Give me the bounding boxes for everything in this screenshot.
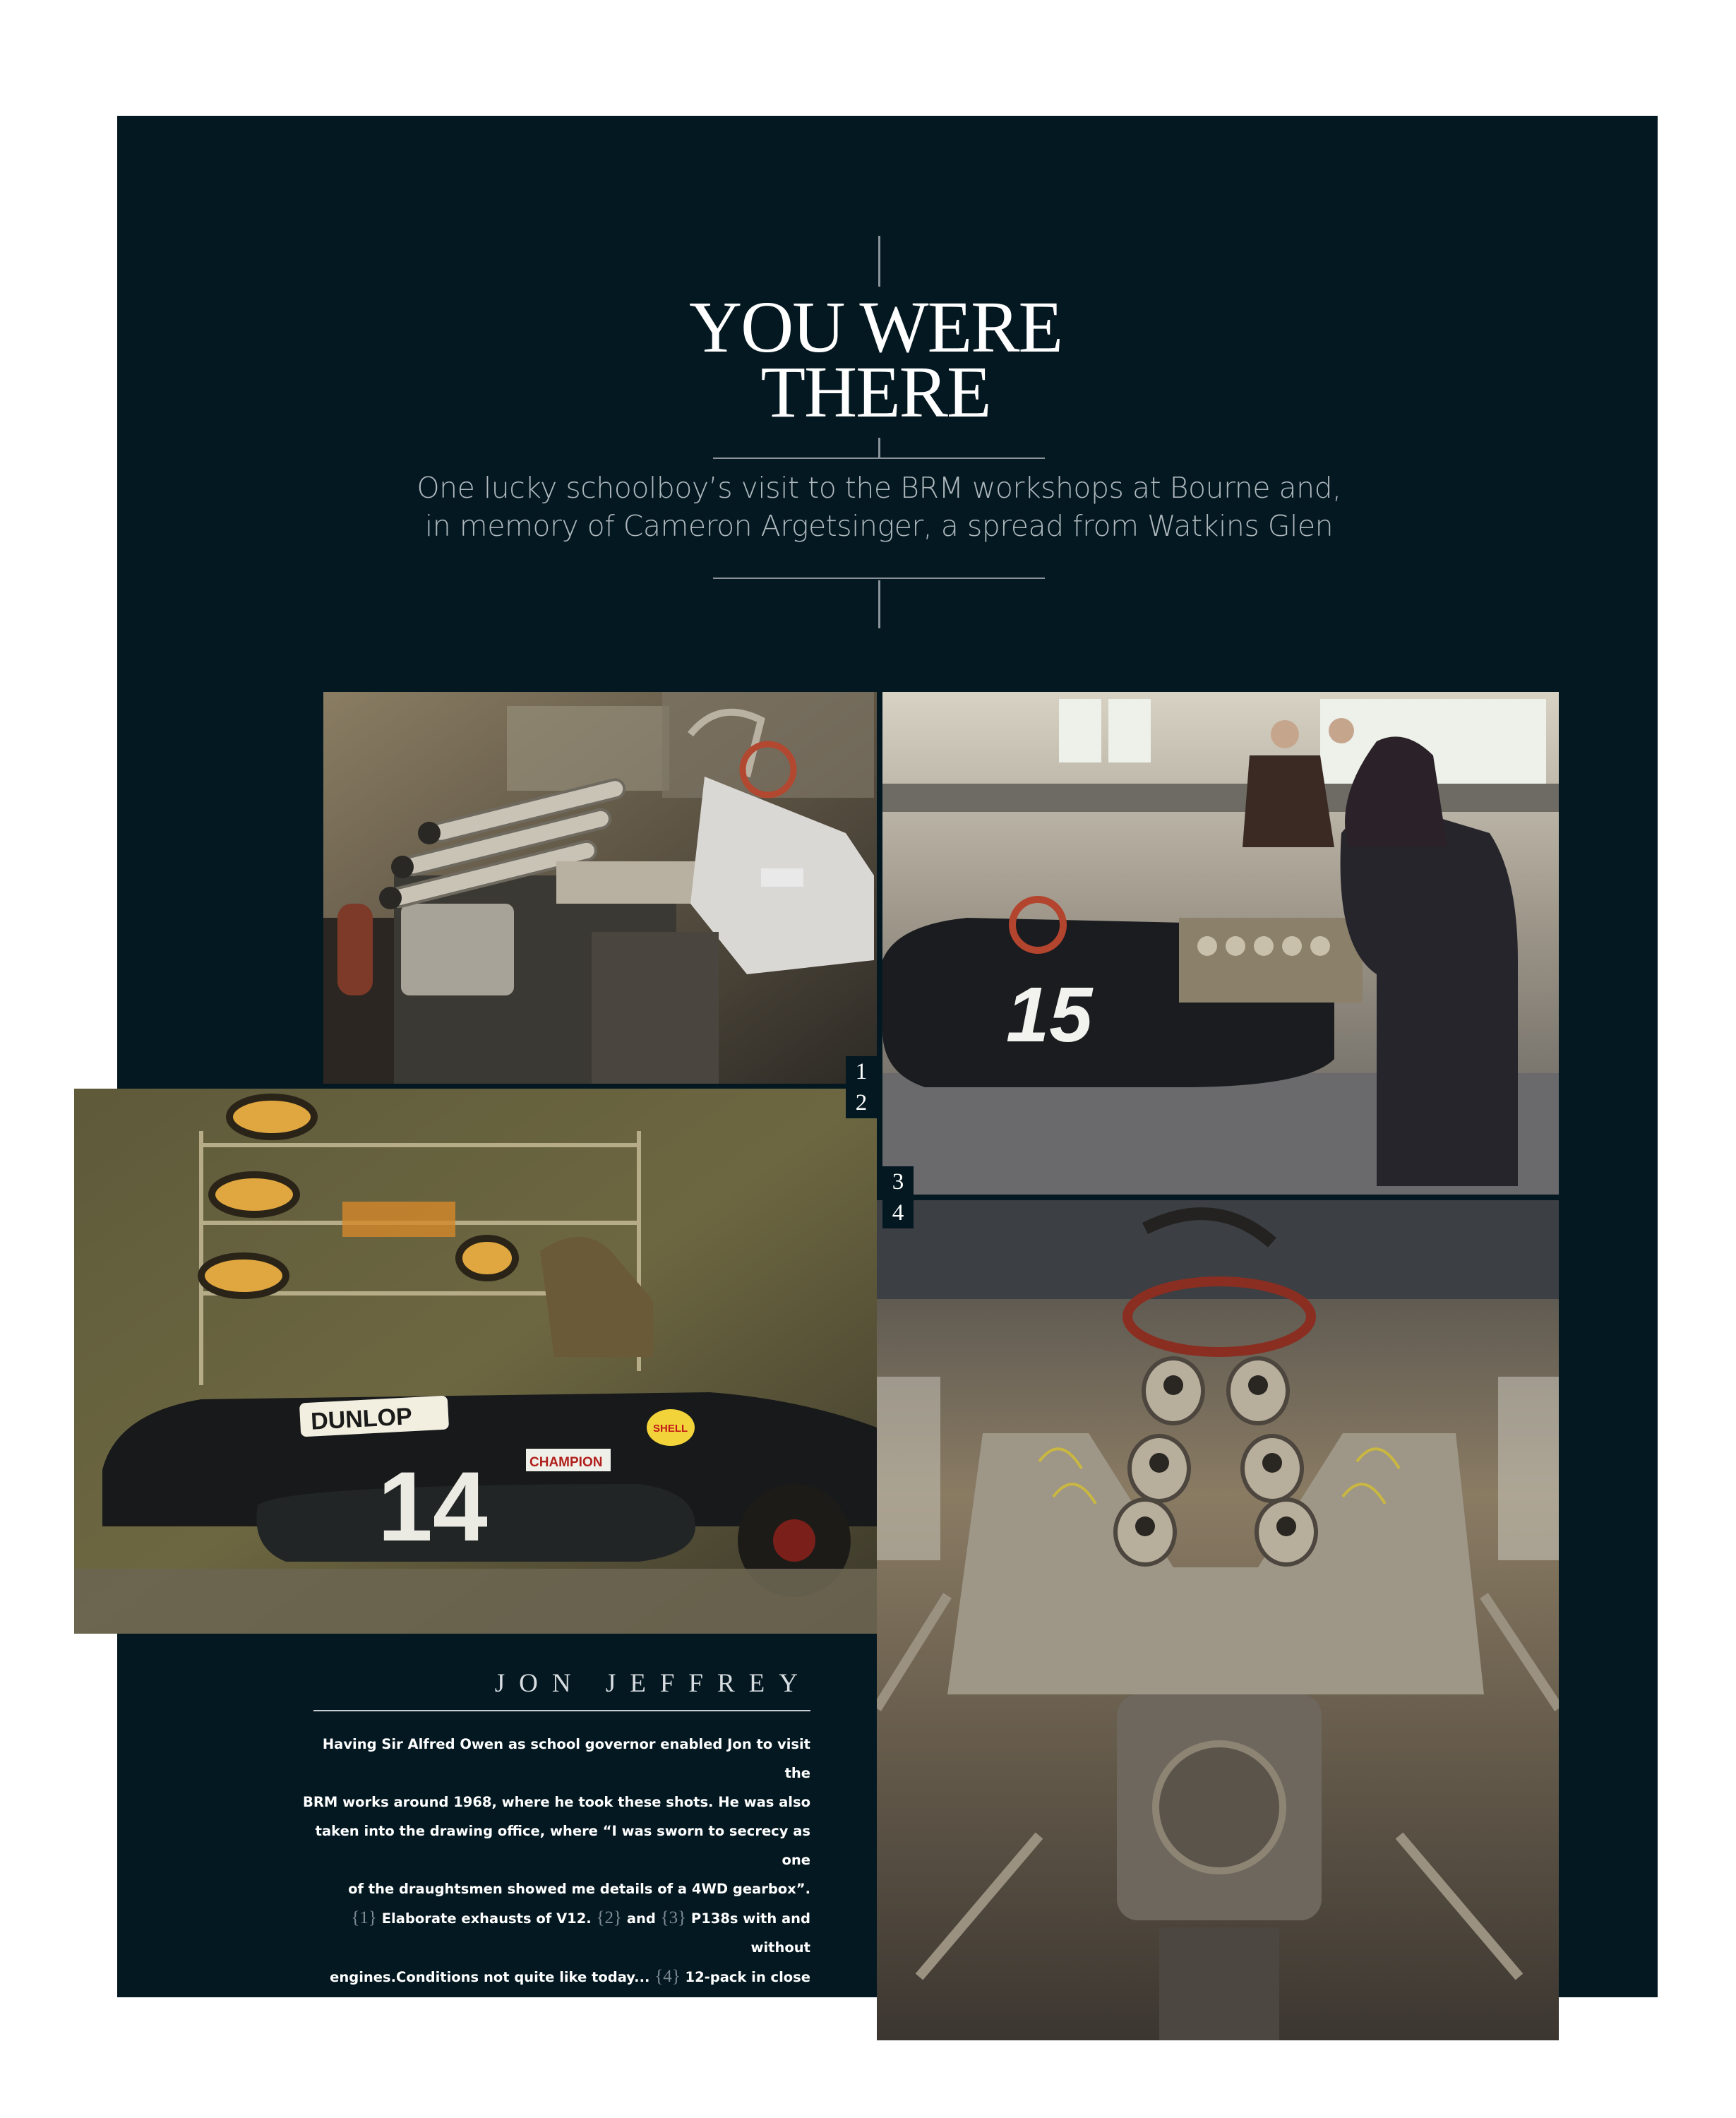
photo-label-4: 4 [882,1197,914,1228]
article-title-line-1: YOU WERE [688,287,1062,368]
photo-2-car-number: 15 [1006,971,1093,1058]
article-standfirst [268,469,1490,545]
caption-ref-3: {3} [660,1908,687,1927]
photo-label-2: 2 [846,1087,877,1118]
article-title-line-2: THERE [760,352,990,433]
photo-3-dunlop-sticker: DUNLOP [310,1403,413,1435]
title-mid-vertical-rule [878,438,880,459]
article-title [558,287,1193,433]
standfirst-line-2: in memory of Cameron Argetsinger, a spread from Watkins Glen [424,509,1334,543]
photo-caption [301,1730,810,2021]
caption-line-4: of the draughtsmen showed me details of a 4WD gearbox”. [348,1881,810,1897]
caption-line-6 [301,1962,810,2021]
caption-text-4: engines.Conditions not quite like today... [330,1969,650,1985]
photo-1-v12-exhausts [323,692,877,1084]
caption-ref-2: {2} [596,1908,623,1927]
caption-line-1: Having Sir Alfred Owen as school governor enabled Jon to visit the [322,1736,810,1781]
caption-text-1: Elaborate exhausts of V12. [381,1910,592,1927]
caption-text-3: P138s with and without [690,1910,810,1956]
caption-ref-4: {4} [654,1967,681,1986]
photo-label-3: 3 [882,1166,914,1197]
subtitle-underline-rule [713,578,1045,579]
byline-rule [313,1710,810,1711]
caption-line-5 [301,1903,810,1962]
caption-text-2: and [626,1910,656,1927]
caption-ref-1: {1} [351,1908,377,1927]
photo-label-1: 1 [846,1056,877,1087]
caption-text-5: 12-pack in close up. [685,1969,810,2014]
photo-3-champion-sticker: CHAMPION [529,1455,603,1470]
caption-line-3: taken into the drawing office, where “I was sworn to secrecy as one [315,1823,810,1868]
author-byline: JON JEFFREY [494,1669,812,1698]
photo-4-v12-close-up [877,1200,1559,2040]
top-vertical-rule [878,236,880,287]
standfirst-line-1: One lucky schoolboy’s visit to the BRM workshops at Bourne and, [417,471,1341,505]
photo-2-p138-workshop [882,692,1559,1195]
caption-line-2: BRM works around 1968, where he took these shots. He was also [303,1794,810,1810]
photo-3-car-number: 14 [378,1451,488,1562]
photo-3-p138-chassis [74,1089,877,1634]
photo-3-shell-sticker: SHELL [653,1423,688,1435]
bottom-vertical-rule [878,580,880,628]
